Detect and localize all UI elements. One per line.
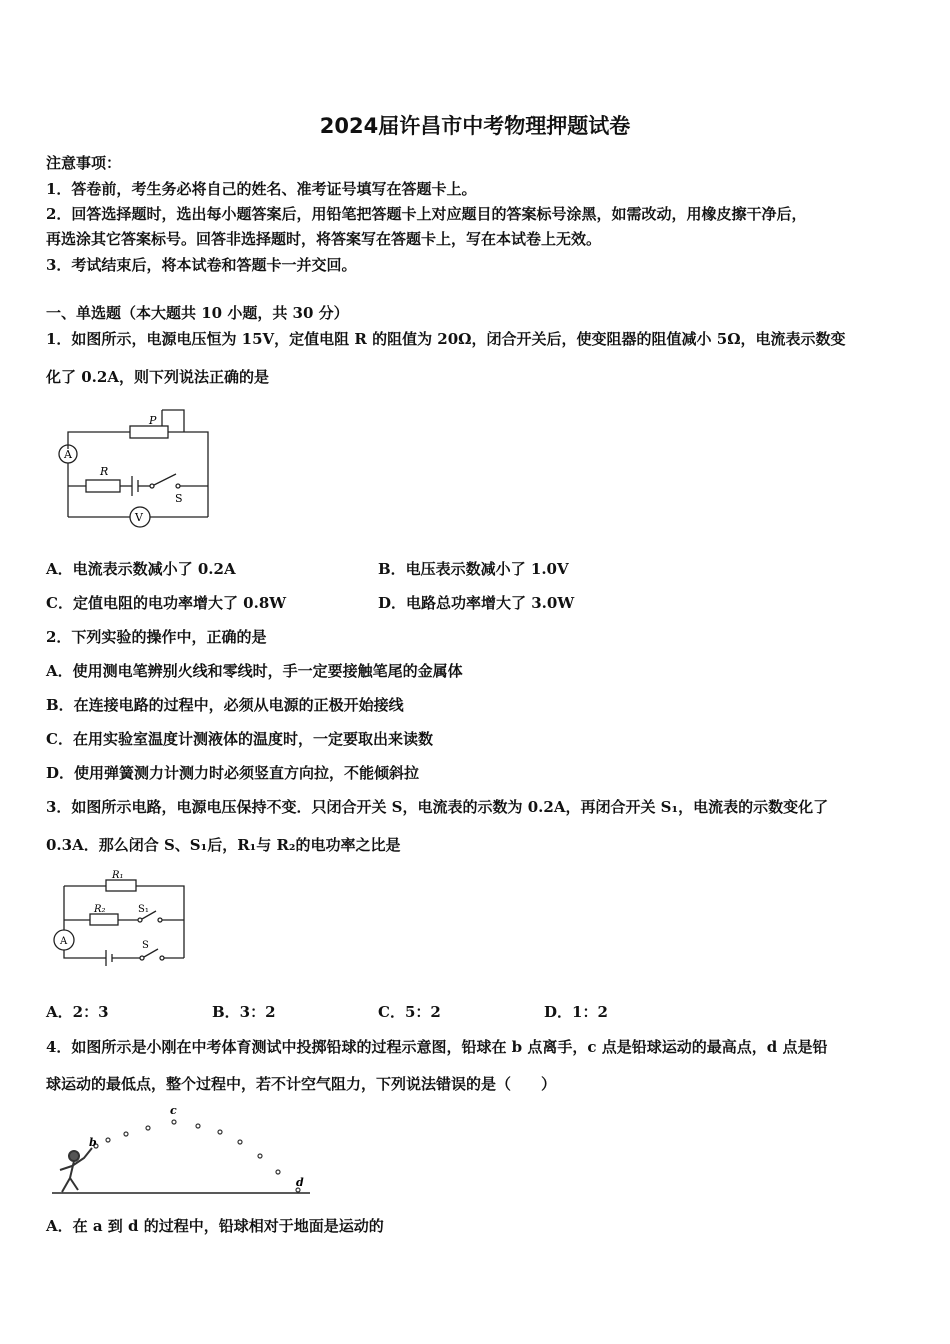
page-title: 2024届许昌市中考物理押题试卷 — [319, 114, 631, 138]
q1-fig-label-a: A — [64, 448, 72, 461]
q3-option-d: D．1：2 — [544, 1003, 608, 1021]
q3-fig-label-r2: R₂ — [94, 904, 106, 915]
q4-fig-label-c: c — [170, 1104, 177, 1117]
q3-fig-label-a: A — [60, 936, 68, 947]
q2-option-d: D．使用弹簧测力计测力时必须竖直方向拉，不能倾斜拉 — [46, 764, 420, 782]
q1-stem-line2: 化了 0.2A，则下列说法正确的是 — [46, 368, 269, 386]
q2-stem: 2．下列实验的操作中，正确的是 — [46, 628, 267, 646]
q4-fig-label-b: b — [89, 1136, 97, 1149]
q1-option-a: A．电流表示数减小了 0.2A — [46, 560, 236, 578]
q1-fig-label-v: V — [135, 511, 143, 524]
q4-option-a: A．在 a 到 d 的过程中，铅球相对于地面是运动的 — [46, 1217, 384, 1235]
q3-circuit-diagram — [44, 864, 194, 972]
q4-trajectory-diagram — [48, 1100, 318, 1200]
q3-fig-label-s: S — [142, 940, 149, 951]
q2-option-c: C．在用实验室温度计测液体的温度时，一定要取出来读数 — [46, 730, 433, 748]
q3-stem-line1: 3．如图所示电路，电源电压保持不变．只闭合开关 S，电流表的示数为 0.2A，再闭合开关 S₁，电流表的示数变化了 — [46, 798, 829, 816]
q3-option-c: C．5：2 — [378, 1003, 441, 1021]
q1-stem-line1: 1．如图所示，电源电压恒为 15V，定值电阻 R 的阻值为 20Ω，闭合开关后，使变阻器的阻值减小 5Ω，电流表示数变 — [46, 330, 846, 348]
notice-item: 1．答卷前，考生务必将自己的姓名、准考证号填写在答题卡上。 — [46, 180, 477, 198]
q1-option-b: B．电压表示数减小了 1.0V — [378, 560, 569, 578]
notice-item: 再选涂其它答案标号。回答非选择题时，将答案写在答题卡上，写在本试卷上无效。 — [46, 230, 602, 248]
notice-item: 3．考试结束后，将本试卷和答题卡一并交回。 — [46, 256, 357, 274]
q1-fig-label-s: S — [175, 492, 183, 505]
q1-fig-label-p: P — [149, 414, 157, 427]
notice-item: 2．回答选择题时，选出每小题答案后，用铅笔把答题卡上对应题目的答案标号涂黑，如需改动，用橡皮擦干净后， — [46, 205, 807, 223]
notice-heading: 注意事项： — [46, 154, 122, 172]
q2-option-b: B．在连接电路的过程中，必须从电源的正极开始接线 — [46, 696, 404, 714]
q4-stem-line1: 4．如图所示是小刚在中考体育测试中投掷铅球的过程示意图，铅球在 b 点离手，c 点是铅球运动的最高点，d 点是铅 — [46, 1038, 828, 1056]
section-heading: 一、单选题（本大题共 10 小题，共 30 分） — [46, 304, 349, 322]
q1-fig-label-r: R — [100, 465, 109, 478]
q4-fig-label-d: d — [296, 1176, 304, 1189]
q3-stem-line2: 0.3A．那么闭合 S、S₁后，R₁与 R₂的电功率之比是 — [46, 836, 401, 854]
q1-option-c: C．定值电阻的电功率增大了 0.8W — [46, 594, 287, 612]
q3-fig-label-s1: S₁ — [138, 904, 149, 915]
q2-option-a: A．使用测电笔辨别火线和零线时，手一定要接触笔尾的金属体 — [46, 662, 463, 680]
q1-option-d: D．电路总功率增大了 3.0W — [378, 594, 575, 612]
q3-option-a: A．2：3 — [46, 1003, 109, 1021]
q3-fig-label-r1: R₁ — [112, 870, 124, 881]
q4-stem-line2: 球运动的最低点，整个过程中，若不计空气阻力，下列说法错误的是（ ） — [46, 1075, 557, 1093]
thrower-figure — [60, 1148, 92, 1192]
q3-option-b: B．3：2 — [212, 1003, 276, 1021]
q1-circuit-diagram — [50, 404, 220, 532]
trajectory-points — [94, 1120, 300, 1192]
